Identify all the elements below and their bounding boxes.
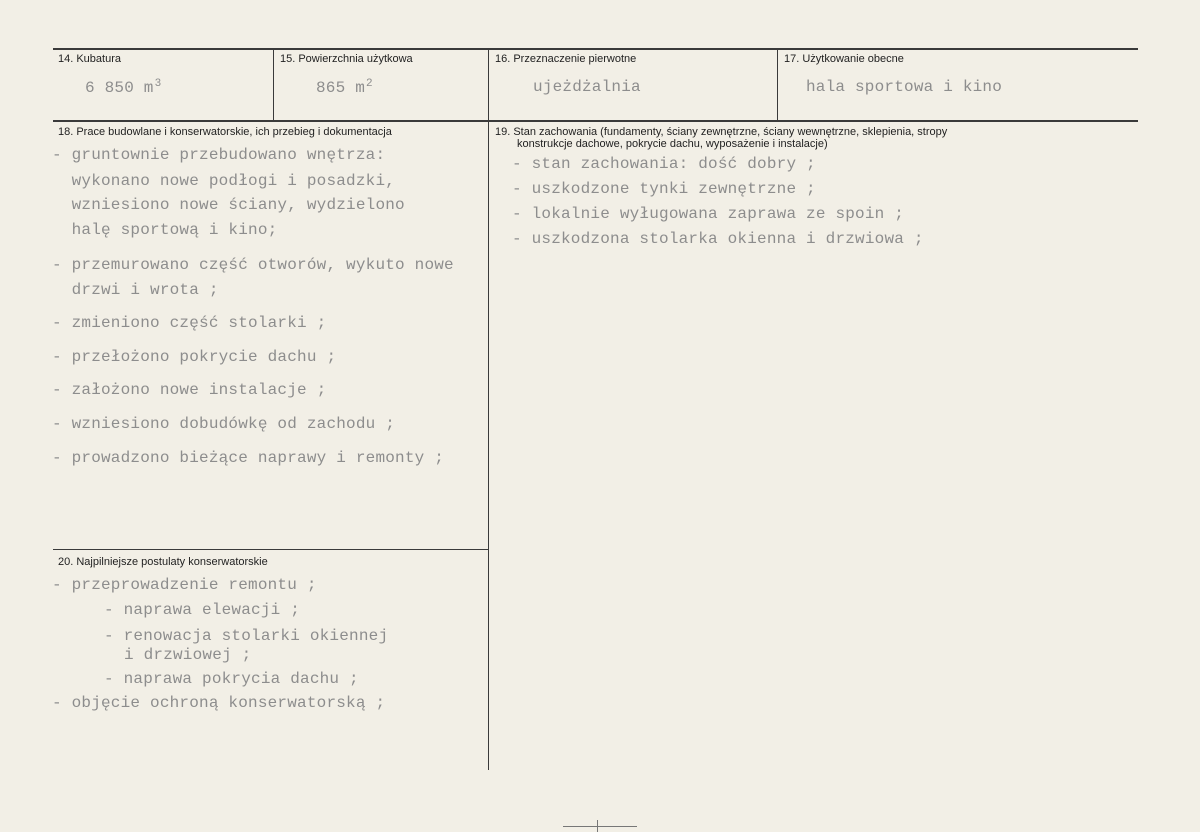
powierzchnia-value-text: 865 m <box>316 79 366 97</box>
postulaty-line: - przeprowadzenie remontu ; <box>52 576 317 594</box>
uzytkowanie-label: 17. Użytkowanie obecne <box>784 53 904 65</box>
bottom-tick <box>597 820 598 832</box>
bottom-mark <box>563 826 637 827</box>
stan-line: - lokalnie wyługowana zaprawa ze spoin ; <box>512 205 905 223</box>
kubatura-value <box>85 78 161 97</box>
prace-line: - wzniesiono dobudówkę od zachodu ; <box>52 415 396 433</box>
prace-line: - przemurowano część otworów, wykuto nowe <box>52 256 454 274</box>
section-20-top-rule <box>53 549 489 550</box>
prace-line: - gruntownie przebudowano wnętrza: <box>52 146 386 164</box>
col-divider-2 <box>488 48 489 770</box>
prace-line: wzniesiono nowe ściany, wydzielono <box>52 196 405 214</box>
top-rule <box>53 48 1138 50</box>
postulaty-line: i drzwiowej ; <box>124 646 252 664</box>
uzytkowanie-value: hala sportowa i kino <box>806 78 1003 96</box>
stan-line: - stan zachowania: dość dobry ; <box>512 155 816 173</box>
stan-line: - uszkodzona stolarka okienna i drzwiowa ; <box>512 230 924 248</box>
col-divider-3 <box>777 48 778 121</box>
prace-line: drzwi i wrota ; <box>52 281 219 299</box>
przeznaczenie-label: 16. Przeznaczenie pierwotne <box>495 53 637 65</box>
przeznaczenie-value: ujeżdżalnia <box>533 78 641 96</box>
prace-line: - zmieniono część stolarki ; <box>52 314 327 332</box>
postulaty-line: - naprawa elewacji ; <box>104 601 301 619</box>
prace-line: - założono nowe instalacje ; <box>52 381 327 399</box>
kubatura-value-text: 6 850 m <box>85 79 154 97</box>
stan-line: - uszkodzone tynki zewnętrzne ; <box>512 180 816 198</box>
powierzchnia-exponent: 2 <box>366 78 373 90</box>
powierzchnia-label: 15. Powierzchnia użytkowa <box>280 53 413 65</box>
row1-bottom-rule <box>53 120 1138 122</box>
stan-label-1: 19. Stan zachowania (fundamenty, ściany zewnętrzne, ściany wewnętrzne, sklepienia, stropy <box>495 126 948 138</box>
kubatura-label: 14. Kubatura <box>58 53 121 65</box>
prace-line: wykonano nowe podłogi i posadzki, <box>52 172 396 190</box>
prace-line: - przełożono pokrycie dachu ; <box>52 348 337 366</box>
prace-label: 18. Prace budowlane i konserwatorskie, ich przebieg i dokumentacja <box>58 126 392 138</box>
postulaty-label: 20. Najpilniejsze postulaty konserwatorskie <box>58 556 268 568</box>
postulaty-line: - renowacja stolarki okiennej <box>104 627 389 645</box>
powierzchnia-value <box>316 78 373 97</box>
prace-line: halę sportową i kino; <box>52 221 278 239</box>
stan-label-2: konstrukcje dachowe, pokrycie dachu, wyposażenie i instalacje) <box>517 138 828 150</box>
kubatura-exponent: 3 <box>154 78 162 90</box>
col-divider-1 <box>273 48 274 121</box>
prace-line: - prowadzono bieżące naprawy i remonty ; <box>52 449 445 467</box>
postulaty-line: - objęcie ochroną konserwatorską ; <box>52 694 386 712</box>
postulaty-line: - naprawa pokrycia dachu ; <box>104 670 359 688</box>
